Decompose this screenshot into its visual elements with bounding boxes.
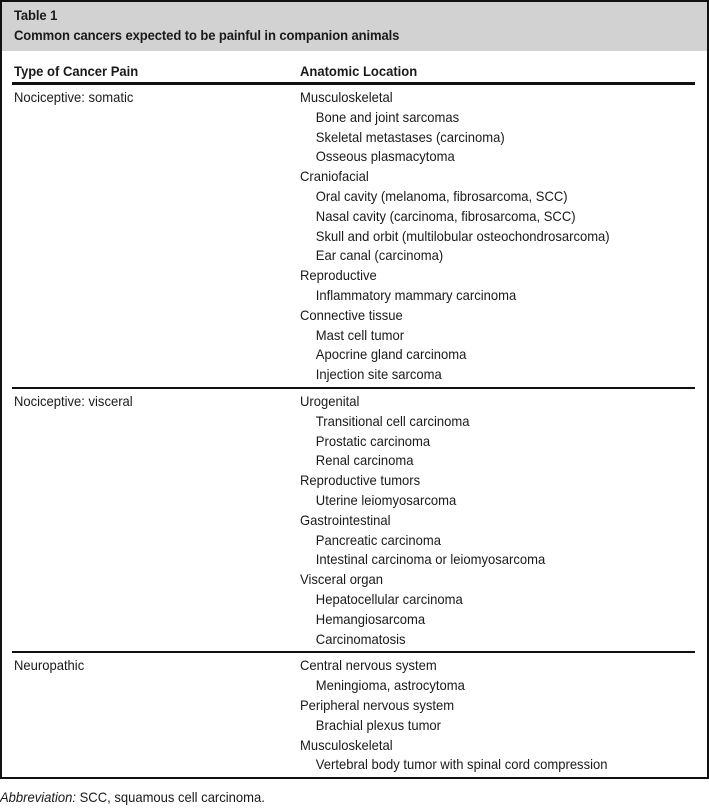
location-name: Reproductive xyxy=(300,267,377,284)
cancer-item: Uterine leiomyosarcoma xyxy=(315,491,457,508)
anatomic-locations xyxy=(300,88,695,385)
cancer-item: Oral cavity (melanoma, fibrosarcoma, SCC) xyxy=(315,187,568,204)
cancer-item: Transitional cell carcinoma xyxy=(315,412,470,429)
location-group xyxy=(300,88,695,167)
location-group xyxy=(300,656,695,696)
cancer-item: Brachial plexus tumor xyxy=(315,716,442,733)
location-group xyxy=(300,167,695,266)
cancer-item: Inflammatory mammary carcinoma xyxy=(315,286,517,303)
location-name: Musculoskeletal xyxy=(300,736,393,753)
pain-type: Nociceptive: somatic xyxy=(14,89,134,105)
location-group xyxy=(300,696,695,736)
cancer-item: Skull and orbit (multilobular osteochondrosarcoma) xyxy=(315,227,610,244)
cancer-item: Hepatocellular carcinoma xyxy=(315,590,463,607)
location-name: Connective tissue xyxy=(300,306,403,323)
cancer-item: Prostatic carcinoma xyxy=(315,432,431,449)
table-label: Table 1 xyxy=(14,7,58,23)
column-headers xyxy=(12,51,695,85)
footnote-text: SCC, squamous cell carcinoma. xyxy=(75,789,265,805)
table-body xyxy=(2,85,707,777)
location-group xyxy=(300,471,695,511)
cancer-item: Apocrine gland carcinoma xyxy=(315,346,467,363)
cancer-item: Meningioma, astrocytoma xyxy=(315,677,465,694)
column-header-type: Type of Cancer Pain xyxy=(14,63,139,79)
location-name: Central nervous system xyxy=(300,657,437,674)
cancer-item: Ear canal (carcinoma) xyxy=(315,247,444,264)
anatomic-locations xyxy=(300,656,695,775)
table-title: Common cancers expected to be painful in companion animals xyxy=(14,27,400,43)
location-group xyxy=(300,392,695,471)
location-name: Craniofacial xyxy=(300,168,369,185)
cancer-item: Intestinal carcinoma or leiomyosarcoma xyxy=(315,551,546,568)
location-group xyxy=(300,266,695,306)
location-name: Reproductive tumors xyxy=(300,472,421,489)
pain-type: Nociceptive: visceral xyxy=(14,392,133,409)
table-row xyxy=(12,389,695,653)
cancer-item: Mast cell tumor xyxy=(315,326,405,343)
location-name: Peripheral nervous system xyxy=(300,696,455,713)
cancer-item: Renal carcinoma xyxy=(315,452,414,469)
cancer-item: Vertebral body tumor with spinal cord compression xyxy=(315,756,608,773)
cancer-item: Hemangiosarcoma xyxy=(315,610,426,627)
cancer-item: Carcinomatosis xyxy=(315,630,406,647)
cancer-item: Pancreatic carcinoma xyxy=(315,531,442,548)
cancer-item: Bone and joint sarcomas xyxy=(315,108,460,125)
location-group xyxy=(300,511,695,570)
table-row xyxy=(12,85,695,389)
cancer-item: Injection site sarcoma xyxy=(315,366,442,383)
table-caption xyxy=(2,2,707,51)
footnote xyxy=(0,788,265,806)
cancer-item: Skeletal metastases (carcinoma) xyxy=(315,128,505,145)
column-header-location: Anatomic Location xyxy=(300,63,418,79)
cancer-item: Nasal cavity (carcinoma, fibrosarcoma, SCC) xyxy=(315,207,576,224)
location-name: Musculoskeletal xyxy=(300,89,393,105)
cancer-item: Osseous plasmacytoma xyxy=(315,148,455,165)
pain-type: Neuropathic xyxy=(14,657,85,674)
location-name: Visceral organ xyxy=(300,571,384,588)
location-name: Urogenital xyxy=(300,392,360,409)
location-group xyxy=(300,570,695,649)
location-group xyxy=(300,306,695,385)
footnote-label: Abbreviation: xyxy=(0,789,76,805)
location-group xyxy=(300,736,695,776)
anatomic-locations xyxy=(300,392,695,649)
location-name: Gastrointestinal xyxy=(300,511,391,528)
table-row xyxy=(12,653,695,777)
